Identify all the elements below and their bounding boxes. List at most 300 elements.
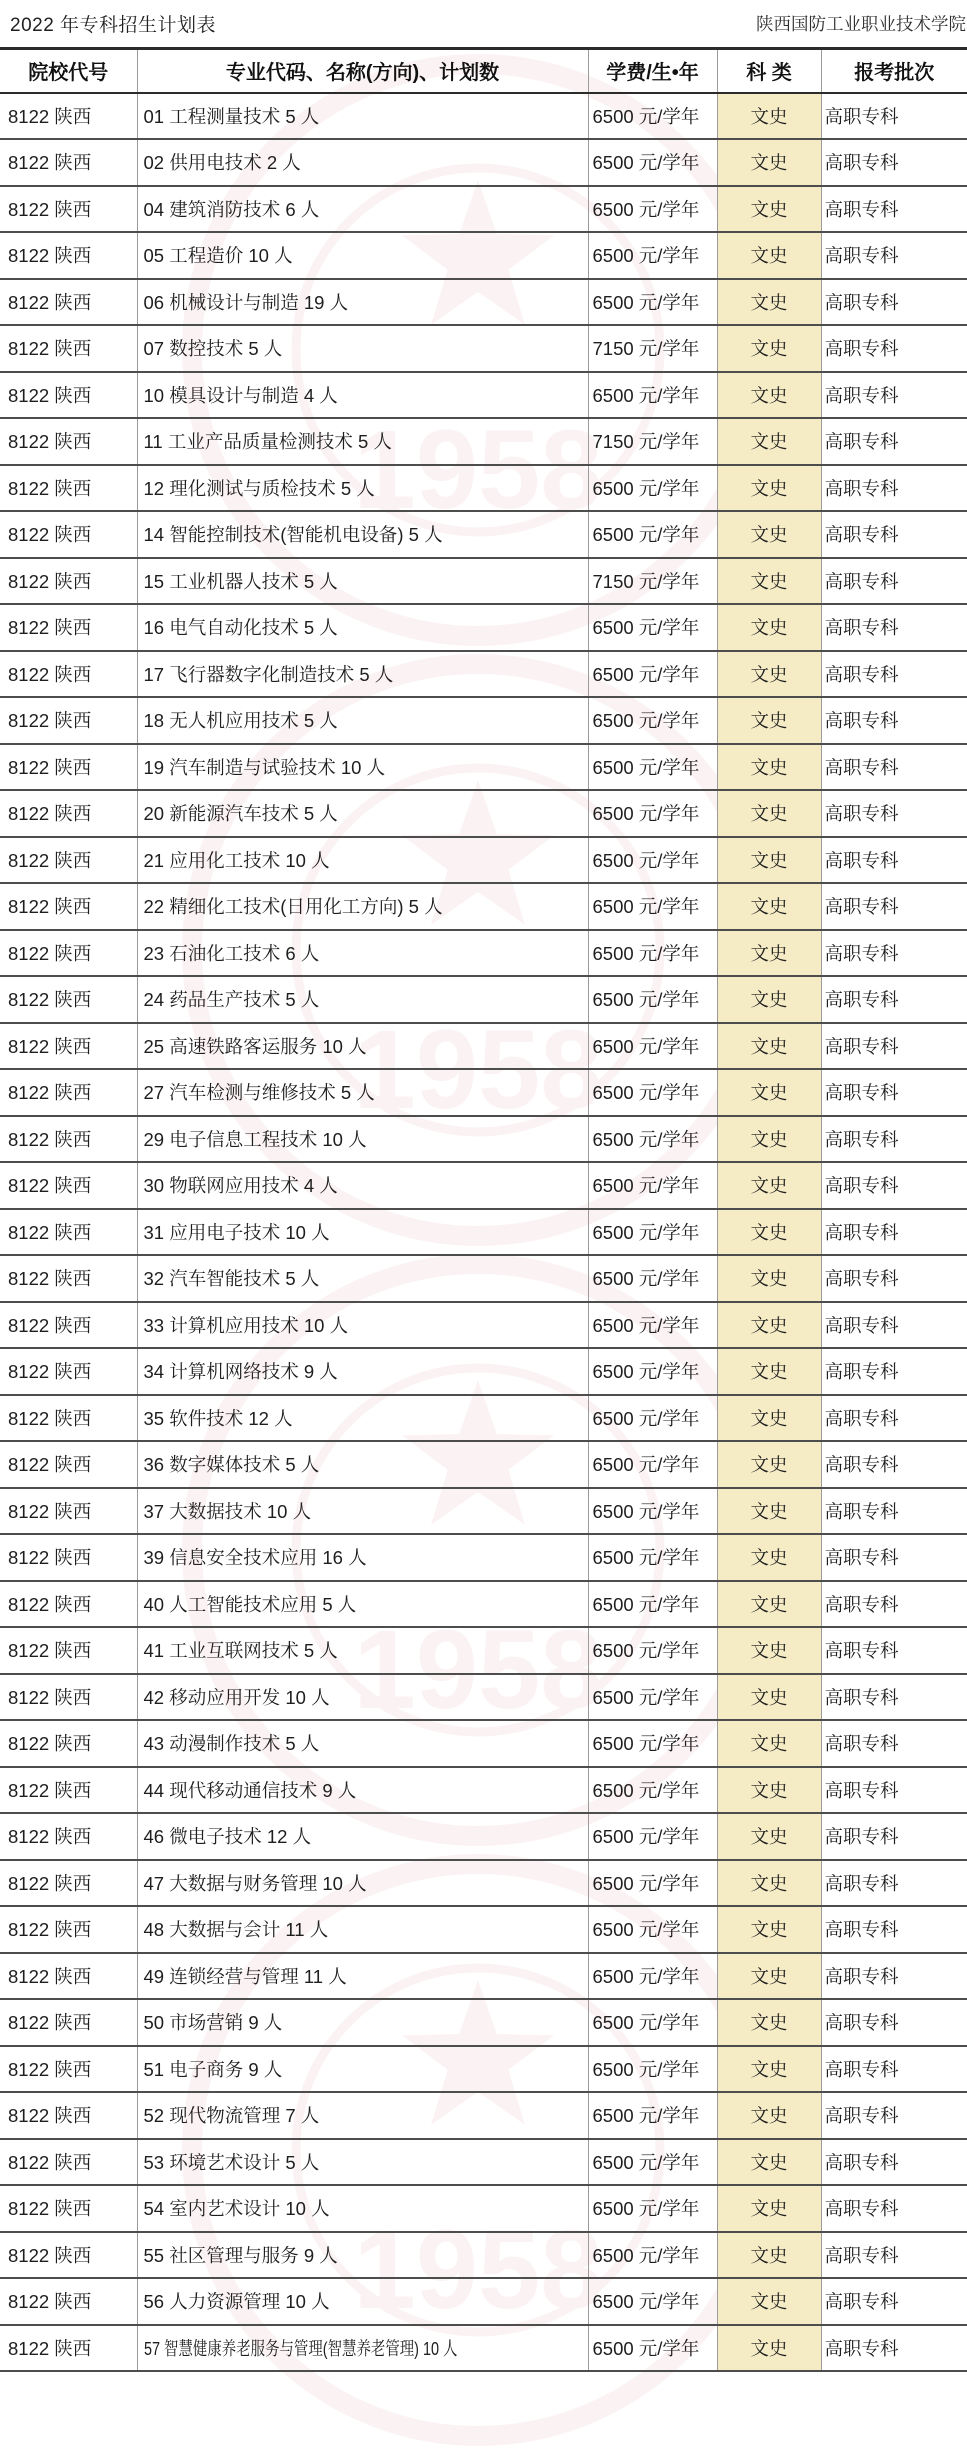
major-cell bbox=[137, 1627, 588, 1674]
category-cell-text: 文史 bbox=[750, 152, 788, 174]
college-code-cell bbox=[0, 1255, 137, 1302]
table-row bbox=[0, 279, 967, 326]
major-cell bbox=[137, 2139, 588, 2186]
college-code-cell-text: 8122 陕西 bbox=[8, 1826, 92, 1848]
batch-cell-text: 高职专科 bbox=[824, 2105, 899, 2127]
major-cell-text: 33 计算机应用技术 10 人 bbox=[143, 1314, 349, 1336]
category-cell-text: 文史 bbox=[750, 617, 788, 639]
table-row bbox=[0, 651, 967, 698]
college-code-cell bbox=[0, 232, 137, 279]
fee-cell-text: 6500 元/学年 bbox=[592, 2058, 700, 2080]
batch-cell bbox=[821, 186, 967, 233]
col-header-category: 科 类 bbox=[717, 49, 821, 93]
batch-cell-text: 高职专科 bbox=[824, 1779, 899, 1801]
major-cell bbox=[137, 1953, 588, 2000]
college-code-cell bbox=[0, 1488, 137, 1535]
fee-cell bbox=[588, 2185, 717, 2232]
table-row bbox=[0, 1581, 967, 1628]
batch-cell bbox=[821, 1116, 967, 1163]
category-cell bbox=[717, 1023, 821, 1070]
college-code-cell-text: 8122 陕西 bbox=[8, 1686, 92, 1708]
major-cell-text: 11 工业产品质量检测技术 5 人 bbox=[143, 431, 392, 453]
fee-cell bbox=[588, 232, 717, 279]
major-cell bbox=[137, 651, 588, 698]
category-cell-text: 文史 bbox=[750, 710, 788, 732]
watermark-year-text: 1958 bbox=[353, 1607, 603, 1732]
category-cell bbox=[717, 2046, 821, 2093]
major-cell bbox=[137, 1581, 588, 1628]
major-cell-text: 15 工业机器人技术 5 人 bbox=[143, 570, 338, 592]
category-cell bbox=[717, 418, 821, 465]
fee-cell bbox=[588, 790, 717, 837]
major-cell bbox=[137, 2185, 588, 2232]
fee-cell-text: 6500 元/学年 bbox=[592, 1454, 700, 1476]
table-row bbox=[0, 1534, 967, 1581]
table-row bbox=[0, 2325, 967, 2372]
college-code-cell bbox=[0, 1720, 137, 1767]
watermark-year-text: 1958 bbox=[353, 1007, 603, 1132]
major-cell-text: 17 飞行器数字化制造技术 5 人 bbox=[143, 663, 394, 685]
batch-cell-text: 高职专科 bbox=[824, 1268, 899, 1290]
major-cell bbox=[137, 930, 588, 977]
fee-cell-text: 6500 元/学年 bbox=[592, 1547, 700, 1569]
major-cell-text: 32 汽车智能技术 5 人 bbox=[143, 1268, 320, 1290]
fee-cell-text: 6500 元/学年 bbox=[592, 105, 700, 127]
fee-cell-text: 6500 元/学年 bbox=[592, 803, 700, 825]
fee-cell-text: 6500 元/学年 bbox=[592, 2012, 700, 2034]
category-cell bbox=[717, 1906, 821, 1953]
category-cell bbox=[717, 1999, 821, 2046]
batch-cell-text: 高职专科 bbox=[824, 1826, 899, 1848]
category-cell bbox=[717, 279, 821, 326]
category-cell-text: 文史 bbox=[750, 2291, 788, 2313]
batch-cell bbox=[821, 1813, 967, 1860]
college-code-cell-text: 8122 陕西 bbox=[8, 1919, 92, 1941]
major-cell bbox=[137, 1395, 588, 1442]
college-code-cell bbox=[0, 1860, 137, 1907]
table-row bbox=[0, 2046, 967, 2093]
batch-cell bbox=[821, 232, 967, 279]
table-row bbox=[0, 1999, 967, 2046]
batch-cell bbox=[821, 790, 967, 837]
batch-cell bbox=[821, 279, 967, 326]
category-cell bbox=[717, 697, 821, 744]
major-cell-text: 40 人工智能技术应用 5 人 bbox=[143, 1593, 357, 1615]
batch-cell-text: 高职专科 bbox=[824, 942, 899, 964]
batch-cell-text: 高职专科 bbox=[824, 2012, 899, 2034]
major-cell bbox=[137, 1674, 588, 1721]
fee-cell-text: 6500 元/学年 bbox=[592, 2105, 700, 2127]
batch-cell-text: 高职专科 bbox=[824, 1733, 899, 1755]
category-cell bbox=[717, 1627, 821, 1674]
fee-cell-text: 6500 元/学年 bbox=[592, 1826, 700, 1848]
category-cell bbox=[717, 232, 821, 279]
college-code-cell bbox=[0, 1162, 137, 1209]
batch-cell bbox=[821, 1999, 967, 2046]
major-cell-text: 50 市场营销 9 人 bbox=[143, 2012, 283, 2034]
batch-cell-text: 高职专科 bbox=[824, 105, 899, 127]
college-code-cell-text: 8122 陕西 bbox=[8, 663, 92, 685]
major-cell-text: 22 精细化工技术(日用化工方向) 5 人 bbox=[143, 896, 443, 918]
major-cell-text: 06 机械设计与制造 19 人 bbox=[143, 291, 349, 313]
college-code-cell-text: 8122 陕西 bbox=[8, 1640, 92, 1662]
batch-cell-text: 高职专科 bbox=[824, 245, 899, 267]
fee-cell bbox=[588, 511, 717, 558]
category-cell bbox=[717, 1581, 821, 1628]
table-row bbox=[0, 1488, 967, 1535]
college-code-cell-text: 8122 陕西 bbox=[8, 803, 92, 825]
batch-cell-text: 高职专科 bbox=[824, 1919, 899, 1941]
batch-cell bbox=[821, 1720, 967, 1767]
fee-cell bbox=[588, 93, 717, 140]
col-header-fee: 学费/生•年 bbox=[588, 49, 717, 93]
category-cell-text: 文史 bbox=[750, 198, 788, 220]
category-cell-text: 文史 bbox=[750, 1082, 788, 1104]
batch-cell-text: 高职专科 bbox=[824, 2058, 899, 2080]
college-code-cell-text: 8122 陕西 bbox=[8, 1593, 92, 1615]
table-row bbox=[0, 558, 967, 605]
table-row bbox=[0, 697, 967, 744]
table-body bbox=[0, 93, 967, 2372]
college-code-cell-text: 8122 陕西 bbox=[8, 1175, 92, 1197]
college-code-cell-text: 8122 陕西 bbox=[8, 2151, 92, 2173]
college-code-cell bbox=[0, 1674, 137, 1721]
batch-cell-text: 高职专科 bbox=[824, 524, 899, 546]
fee-cell bbox=[588, 325, 717, 372]
category-cell-text: 文史 bbox=[750, 803, 788, 825]
college-code-cell-text: 8122 陕西 bbox=[8, 198, 92, 220]
major-cell-text: 52 现代物流管理 7 人 bbox=[143, 2105, 320, 2127]
watermark-year-text: 1958 bbox=[353, 2207, 603, 2332]
college-code-cell-text: 8122 陕西 bbox=[8, 431, 92, 453]
major-cell bbox=[137, 1906, 588, 1953]
batch-cell-text: 高职专科 bbox=[824, 710, 899, 732]
category-cell bbox=[717, 325, 821, 372]
fee-cell bbox=[588, 418, 717, 465]
major-cell-text: 56 人力资源管理 10 人 bbox=[143, 2291, 330, 2313]
fee-cell bbox=[588, 697, 717, 744]
batch-cell bbox=[821, 1162, 967, 1209]
batch-cell-text: 高职专科 bbox=[824, 1221, 899, 1243]
fee-cell bbox=[588, 930, 717, 977]
batch-cell-text: 高职专科 bbox=[824, 896, 899, 918]
major-cell bbox=[137, 418, 588, 465]
batch-cell bbox=[821, 1395, 967, 1442]
major-cell-text: 05 工程造价 10 人 bbox=[143, 245, 293, 267]
fee-cell bbox=[588, 1674, 717, 1721]
batch-cell bbox=[821, 2139, 967, 2186]
category-cell bbox=[717, 1534, 821, 1581]
table-row bbox=[0, 1069, 967, 1116]
table-row bbox=[0, 1255, 967, 1302]
fee-cell-text: 6500 元/学年 bbox=[592, 477, 700, 499]
batch-cell bbox=[821, 372, 967, 419]
table-row bbox=[0, 2185, 967, 2232]
fee-cell bbox=[588, 1395, 717, 1442]
college-code-cell bbox=[0, 2185, 137, 2232]
major-cell-text: 25 高速铁路客运服务 10 人 bbox=[143, 1035, 367, 1057]
college-code-cell-text: 8122 陕西 bbox=[8, 1454, 92, 1476]
category-cell bbox=[717, 1348, 821, 1395]
category-cell bbox=[717, 1255, 821, 1302]
batch-cell bbox=[821, 744, 967, 791]
page-title: 2022 年专科招生计划表 bbox=[10, 15, 217, 36]
batch-cell-text: 高职专科 bbox=[824, 1686, 899, 1708]
batch-cell-text: 高职专科 bbox=[824, 803, 899, 825]
category-cell bbox=[717, 1767, 821, 1814]
batch-cell-text: 高职专科 bbox=[824, 1454, 899, 1476]
category-cell-text: 文史 bbox=[750, 756, 788, 778]
college-code-cell-text: 8122 陕西 bbox=[8, 1128, 92, 1150]
batch-cell bbox=[821, 2325, 967, 2372]
college-code-cell-text: 8122 陕西 bbox=[8, 338, 92, 360]
fee-cell bbox=[588, 2278, 717, 2325]
category-cell-text: 文史 bbox=[750, 1640, 788, 1662]
fee-cell bbox=[588, 279, 717, 326]
major-cell bbox=[137, 325, 588, 372]
college-code-cell-text: 8122 陕西 bbox=[8, 1547, 92, 1569]
college-code-cell-text: 8122 陕西 bbox=[8, 2105, 92, 2127]
major-cell bbox=[137, 1069, 588, 1116]
table-row bbox=[0, 1395, 967, 1442]
major-cell-text: 30 物联网应用技术 4 人 bbox=[143, 1175, 338, 1197]
category-cell-text: 文史 bbox=[750, 896, 788, 918]
major-cell-text: 43 动漫制作技术 5 人 bbox=[143, 1733, 320, 1755]
batch-cell bbox=[821, 2092, 967, 2139]
category-cell-text: 文史 bbox=[750, 431, 788, 453]
fee-cell bbox=[588, 2046, 717, 2093]
table-header bbox=[0, 49, 967, 93]
college-code-cell bbox=[0, 930, 137, 977]
batch-cell bbox=[821, 1488, 967, 1535]
college-code-cell bbox=[0, 1348, 137, 1395]
table-row bbox=[0, 186, 967, 233]
major-cell bbox=[137, 1209, 588, 1256]
fee-cell-text: 6500 元/学年 bbox=[592, 942, 700, 964]
college-code-cell bbox=[0, 976, 137, 1023]
fee-cell bbox=[588, 1767, 717, 1814]
category-cell-text: 文史 bbox=[750, 1454, 788, 1476]
college-code-cell bbox=[0, 2139, 137, 2186]
watermark-year-text: 1958 bbox=[353, 407, 603, 532]
table-row bbox=[0, 2232, 967, 2279]
table-row bbox=[0, 1674, 967, 1721]
fee-cell bbox=[588, 1162, 717, 1209]
college-code-cell bbox=[0, 418, 137, 465]
major-cell bbox=[137, 1162, 588, 1209]
major-cell bbox=[137, 1488, 588, 1535]
fee-cell bbox=[588, 1953, 717, 2000]
fee-cell-text: 6500 元/学年 bbox=[592, 384, 700, 406]
table-row bbox=[0, 93, 967, 140]
fee-cell-text: 6500 元/学年 bbox=[592, 1221, 700, 1243]
college-code-cell-text: 8122 陕西 bbox=[8, 384, 92, 406]
college-code-cell bbox=[0, 1767, 137, 1814]
category-cell-text: 文史 bbox=[750, 942, 788, 964]
table-row bbox=[0, 1627, 967, 1674]
batch-cell bbox=[821, 558, 967, 605]
fee-cell-text: 6500 元/学年 bbox=[592, 1779, 700, 1801]
header-row bbox=[0, 49, 967, 93]
college-code-cell-text: 8122 陕西 bbox=[8, 477, 92, 499]
major-cell bbox=[137, 837, 588, 884]
college-code-cell bbox=[0, 604, 137, 651]
fee-cell bbox=[588, 1441, 717, 1488]
category-cell-text: 文史 bbox=[750, 1686, 788, 1708]
batch-cell bbox=[821, 511, 967, 558]
college-code-cell-text: 8122 陕西 bbox=[8, 1872, 92, 1894]
school-name: 陕西国防工业职业技术学院 bbox=[756, 14, 966, 34]
fee-cell bbox=[588, 1720, 717, 1767]
fee-cell-text: 6500 元/学年 bbox=[592, 756, 700, 778]
category-cell bbox=[717, 883, 821, 930]
major-cell bbox=[137, 1860, 588, 1907]
major-cell-text: 24 药品生产技术 5 人 bbox=[143, 989, 320, 1011]
major-cell-text: 31 应用电子技术 10 人 bbox=[143, 1221, 330, 1243]
batch-cell-text: 高职专科 bbox=[824, 1407, 899, 1429]
major-cell-text: 01 工程测量技术 5 人 bbox=[143, 105, 320, 127]
college-code-cell bbox=[0, 2278, 137, 2325]
fee-cell bbox=[588, 186, 717, 233]
major-cell-text: 27 汽车检测与维修技术 5 人 bbox=[143, 1082, 375, 1104]
category-cell bbox=[717, 976, 821, 1023]
fee-cell-text: 6500 元/学年 bbox=[592, 245, 700, 267]
major-cell bbox=[137, 744, 588, 791]
major-cell-text: 49 连锁经营与管理 11 人 bbox=[143, 1965, 347, 1987]
fee-cell bbox=[588, 651, 717, 698]
fee-cell-text: 6500 元/学年 bbox=[592, 1733, 700, 1755]
batch-cell-text: 高职专科 bbox=[824, 989, 899, 1011]
category-cell-text: 文史 bbox=[750, 1500, 788, 1522]
major-cell bbox=[137, 232, 588, 279]
category-cell bbox=[717, 2278, 821, 2325]
table-row bbox=[0, 883, 967, 930]
college-code-cell-text: 8122 陕西 bbox=[8, 617, 92, 639]
college-code-cell bbox=[0, 1395, 137, 1442]
major-cell bbox=[137, 279, 588, 326]
batch-cell bbox=[821, 976, 967, 1023]
college-code-cell-text: 8122 陕西 bbox=[8, 2337, 92, 2359]
batch-cell-text: 高职专科 bbox=[824, 2198, 899, 2220]
table-row bbox=[0, 604, 967, 651]
college-code-cell-text: 8122 陕西 bbox=[8, 291, 92, 313]
fee-cell-text: 6500 元/学年 bbox=[592, 1314, 700, 1336]
table-row bbox=[0, 232, 967, 279]
college-code-cell bbox=[0, 883, 137, 930]
batch-cell-text: 高职专科 bbox=[824, 431, 899, 453]
major-cell bbox=[137, 1116, 588, 1163]
batch-cell bbox=[821, 465, 967, 512]
category-cell-text: 文史 bbox=[750, 1779, 788, 1801]
fee-cell bbox=[588, 139, 717, 186]
category-cell bbox=[717, 1441, 821, 1488]
fee-cell-text: 6500 元/学年 bbox=[592, 152, 700, 174]
major-cell-text: 18 无人机应用技术 5 人 bbox=[143, 710, 338, 732]
college-code-cell-text: 8122 陕西 bbox=[8, 2198, 92, 2220]
category-cell bbox=[717, 651, 821, 698]
table-row bbox=[0, 372, 967, 419]
batch-cell-text: 高职专科 bbox=[824, 1500, 899, 1522]
fee-cell bbox=[588, 1627, 717, 1674]
college-code-cell-text: 8122 陕西 bbox=[8, 989, 92, 1011]
batch-cell bbox=[821, 1348, 967, 1395]
fee-cell-text: 6500 元/学年 bbox=[592, 2244, 700, 2266]
category-cell-text: 文史 bbox=[750, 384, 788, 406]
batch-cell-text: 高职专科 bbox=[824, 1175, 899, 1197]
table-row bbox=[0, 1860, 967, 1907]
fee-cell-text: 6500 元/学年 bbox=[592, 710, 700, 732]
category-cell-text: 文史 bbox=[750, 1221, 788, 1243]
fee-cell bbox=[588, 1209, 717, 1256]
fee-cell-text: 6500 元/学年 bbox=[592, 1035, 700, 1057]
fee-cell-text: 6500 元/学年 bbox=[592, 524, 700, 546]
batch-cell bbox=[821, 697, 967, 744]
college-code-cell-text: 8122 陕西 bbox=[8, 1221, 92, 1243]
college-code-cell-text: 8122 陕西 bbox=[8, 1082, 92, 1104]
college-code-cell-text: 8122 陕西 bbox=[8, 2012, 92, 2034]
batch-cell-text: 高职专科 bbox=[824, 570, 899, 592]
fee-cell bbox=[588, 744, 717, 791]
category-cell-text: 文史 bbox=[750, 663, 788, 685]
category-cell-text: 文史 bbox=[750, 1175, 788, 1197]
college-code-cell bbox=[0, 372, 137, 419]
college-code-cell-text: 8122 陕西 bbox=[8, 2058, 92, 2080]
table-row bbox=[0, 1209, 967, 1256]
category-cell-text: 文史 bbox=[750, 2198, 788, 2220]
table-row bbox=[0, 511, 967, 558]
batch-cell bbox=[821, 1953, 967, 2000]
table-row bbox=[0, 465, 967, 512]
major-cell bbox=[137, 976, 588, 1023]
college-code-cell bbox=[0, 465, 137, 512]
category-cell bbox=[717, 1860, 821, 1907]
fee-cell bbox=[588, 2232, 717, 2279]
major-cell bbox=[137, 2278, 588, 2325]
major-cell-text: 46 微电子技术 12 人 bbox=[143, 1826, 312, 1848]
category-cell bbox=[717, 790, 821, 837]
college-code-cell-text: 8122 陕西 bbox=[8, 1314, 92, 1336]
major-cell bbox=[137, 1255, 588, 1302]
category-cell-text: 文史 bbox=[750, 1128, 788, 1150]
major-cell-text: 02 供用电技术 2 人 bbox=[143, 152, 301, 174]
table-row bbox=[0, 1441, 967, 1488]
fee-cell-text: 6500 元/学年 bbox=[592, 1872, 700, 1894]
table-row bbox=[0, 1720, 967, 1767]
batch-cell-text: 高职专科 bbox=[824, 1314, 899, 1336]
table-row bbox=[0, 1116, 967, 1163]
category-cell-text: 文史 bbox=[750, 105, 788, 127]
batch-cell bbox=[821, 1441, 967, 1488]
table-row bbox=[0, 930, 967, 977]
batch-cell-text: 高职专科 bbox=[824, 338, 899, 360]
college-code-cell-text: 8122 陕西 bbox=[8, 152, 92, 174]
batch-cell bbox=[821, 1581, 967, 1628]
batch-cell bbox=[821, 1069, 967, 1116]
college-code-cell-text: 8122 陕西 bbox=[8, 849, 92, 871]
fee-cell-text: 6500 元/学年 bbox=[592, 617, 700, 639]
batch-cell bbox=[821, 93, 967, 140]
major-cell-text: 20 新能源汽车技术 5 人 bbox=[143, 803, 338, 825]
category-cell bbox=[717, 558, 821, 605]
college-code-cell bbox=[0, 697, 137, 744]
major-cell bbox=[137, 1534, 588, 1581]
batch-cell bbox=[821, 930, 967, 977]
major-cell bbox=[137, 1813, 588, 1860]
batch-cell bbox=[821, 1209, 967, 1256]
college-code-cell bbox=[0, 1116, 137, 1163]
fee-cell bbox=[588, 1069, 717, 1116]
major-cell bbox=[137, 2046, 588, 2093]
